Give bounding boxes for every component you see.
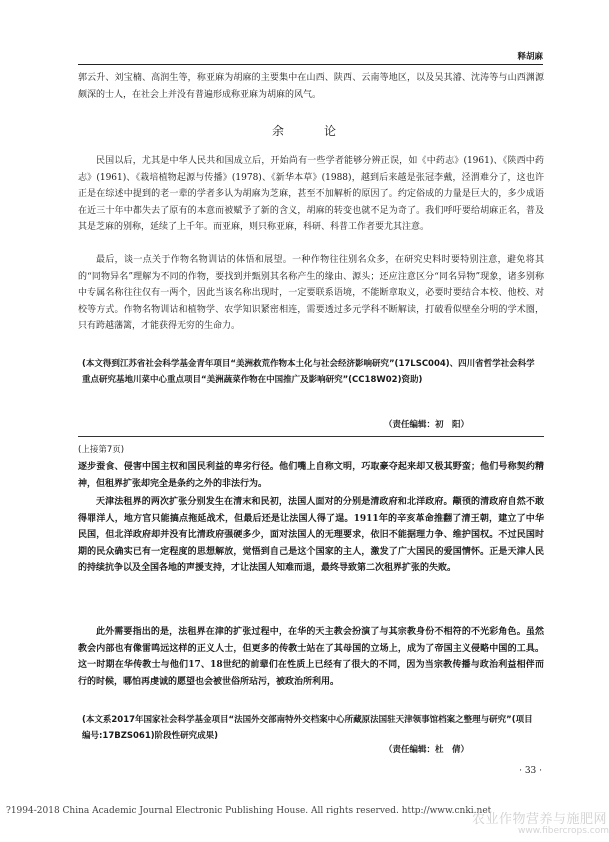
editor-credit-1: （责任编辑：初 阳） bbox=[384, 420, 470, 430]
funding-note-2: (本文系2017年国家社会科学基金项目“法国外交部南特外交档案中心所藏原法国驻天津领事馆档案之整理与研究”(项目编号:17BZS061)阶段性研究成果) bbox=[82, 715, 533, 741]
header-rule bbox=[78, 64, 543, 65]
article-divider bbox=[78, 436, 544, 437]
section-heading: 余 论 bbox=[271, 124, 350, 138]
running-head: 释胡麻 bbox=[517, 52, 543, 62]
cont-paragraph-2: 天津法租界的两次扩张分别发生在清末和民初，法国人面对的分别是清政府和北洋政府。颟顸的清政府自然不敢得罪洋人，地方官只能搞点拖延战术，但最后还是让法国人得了逞。1911年的辛亥革命推翻了清王朝，建立了中华民国，但北洋政府却并没有比清政府强硬多少，面对法国人的无理要求，依旧不能据理力争、维护国权。不过民国时期的民众确实已有一定程度的思想解放，觉悟到自己是这个国家的主人，激发了广大国民的爱国情怀。正是天津人民的持续抗争以及全国各地的声援支持，才让法国人知难而退，最终导致第二次租界扩张的失败。 bbox=[78, 497, 544, 574]
watermark-url: www.fibercrops.com bbox=[518, 826, 609, 836]
funding-note-1: (本文得到江苏省社会科学基金青年项目“美洲救荒作物本土化与社会经济影响研究”(17LSC004)、四川省哲学社会科学重点研究基地川菜中心重点项目“美洲蔬菜作物在中国推广及影响研究”(CC18W02)资助) bbox=[82, 359, 535, 385]
continued-from-note: (上接第7页) bbox=[78, 445, 125, 455]
top-paragraph: 郭云升、刘宝楠、高润生等，称亚麻为胡麻的主要集中在山西、陕西、云南等地区，以及吴其濬、沈涛等与山西渊源颇深的士人，在社会上并没有普遍形成称亚麻为胡麻的风气。 bbox=[78, 73, 544, 100]
page-number: · 33 · bbox=[519, 766, 542, 776]
yulun-paragraph-1: 民国以后，尤其是中华人民共和国成立后，开始尚有一些学者能够分辨正误，如《中药志》(1961)、《陕西中药志》(1961)、《栽培植物起源与传播》(1978)、《新华本草》(1988)，越到后来越是张冠李戴，泾渭难分了，这也许正是在综述中提到的老一辈的学者多认为胡麻为芝麻，甚至不加解析的原因了。约定俗成的力量是巨大的，多少成语在近三十年中都失去了原有的本意而被赋予了新的含义，胡麻的转变也就不足为奇了。我们呼吁要给胡麻正名，普及其是芝麻的别称，延续了上千年。而亚麻，则只称亚麻，科研、科普工作者要尤其注意。 bbox=[78, 156, 544, 233]
copyright-footer: ?1994-2018 China Academic Journal Electronic Publishing House. All rights reserved. http://www.cnki.net bbox=[6, 806, 492, 816]
watermark-logo-text: 农业作物营养与施肥网 bbox=[472, 812, 608, 827]
yulun-paragraph-2: 最后，谈一点关于作物名物训诂的体悟和展望。一种作物往往别名众多，在研究史料时要特别注意，避免将其的“同物异名”理解为不同的作物，要找到并甄别其名称产生的缘由、源头；还应注意区分“同名异物”现象，诸多别称中专属名称往往仅有一两个，因此当该名称出现时，一定要联系语境，不能断章取义，必要时要结合本校、他校、对校等方式。作物名物训诂和植物学、农学知识紧密相连，需要透过多元学科不断解读，打破看似壁垒分明的学术圈，只有跨越藩篱，才能获得无穷的生命力。 bbox=[78, 255, 544, 332]
cont-paragraph-3: 此外需要指出的是，法租界在津的扩张过程中，在华的天主教会扮演了与其宗教身份不相符的不光彩角色。虽然教会内部也有像雷鸣远这样的正义人士，但更多的传教士站在了其母国的立场上，成为了帝国主义侵略中国的工具。这一时期在华传教士与他们17、18世纪的前辈们在性质上已经有了很大的不同，因为当宗教传播与政治利益相伴而行的时候，哪怕再虔诚的愿望也会被世俗所玷污，被政治所利用。 bbox=[78, 627, 544, 687]
editor-credit-2: （责任编辑：杜 倩） bbox=[384, 745, 470, 755]
cont-paragraph-1: 逐步蚕食、侵害中国主权和国民利益的卑劣行径。他们嘴上自称文明，巧取豪夺起来却又极其野蛮；他们号称契约精神，但租界扩张却完全是条约之外的非法行为。 bbox=[78, 462, 544, 489]
